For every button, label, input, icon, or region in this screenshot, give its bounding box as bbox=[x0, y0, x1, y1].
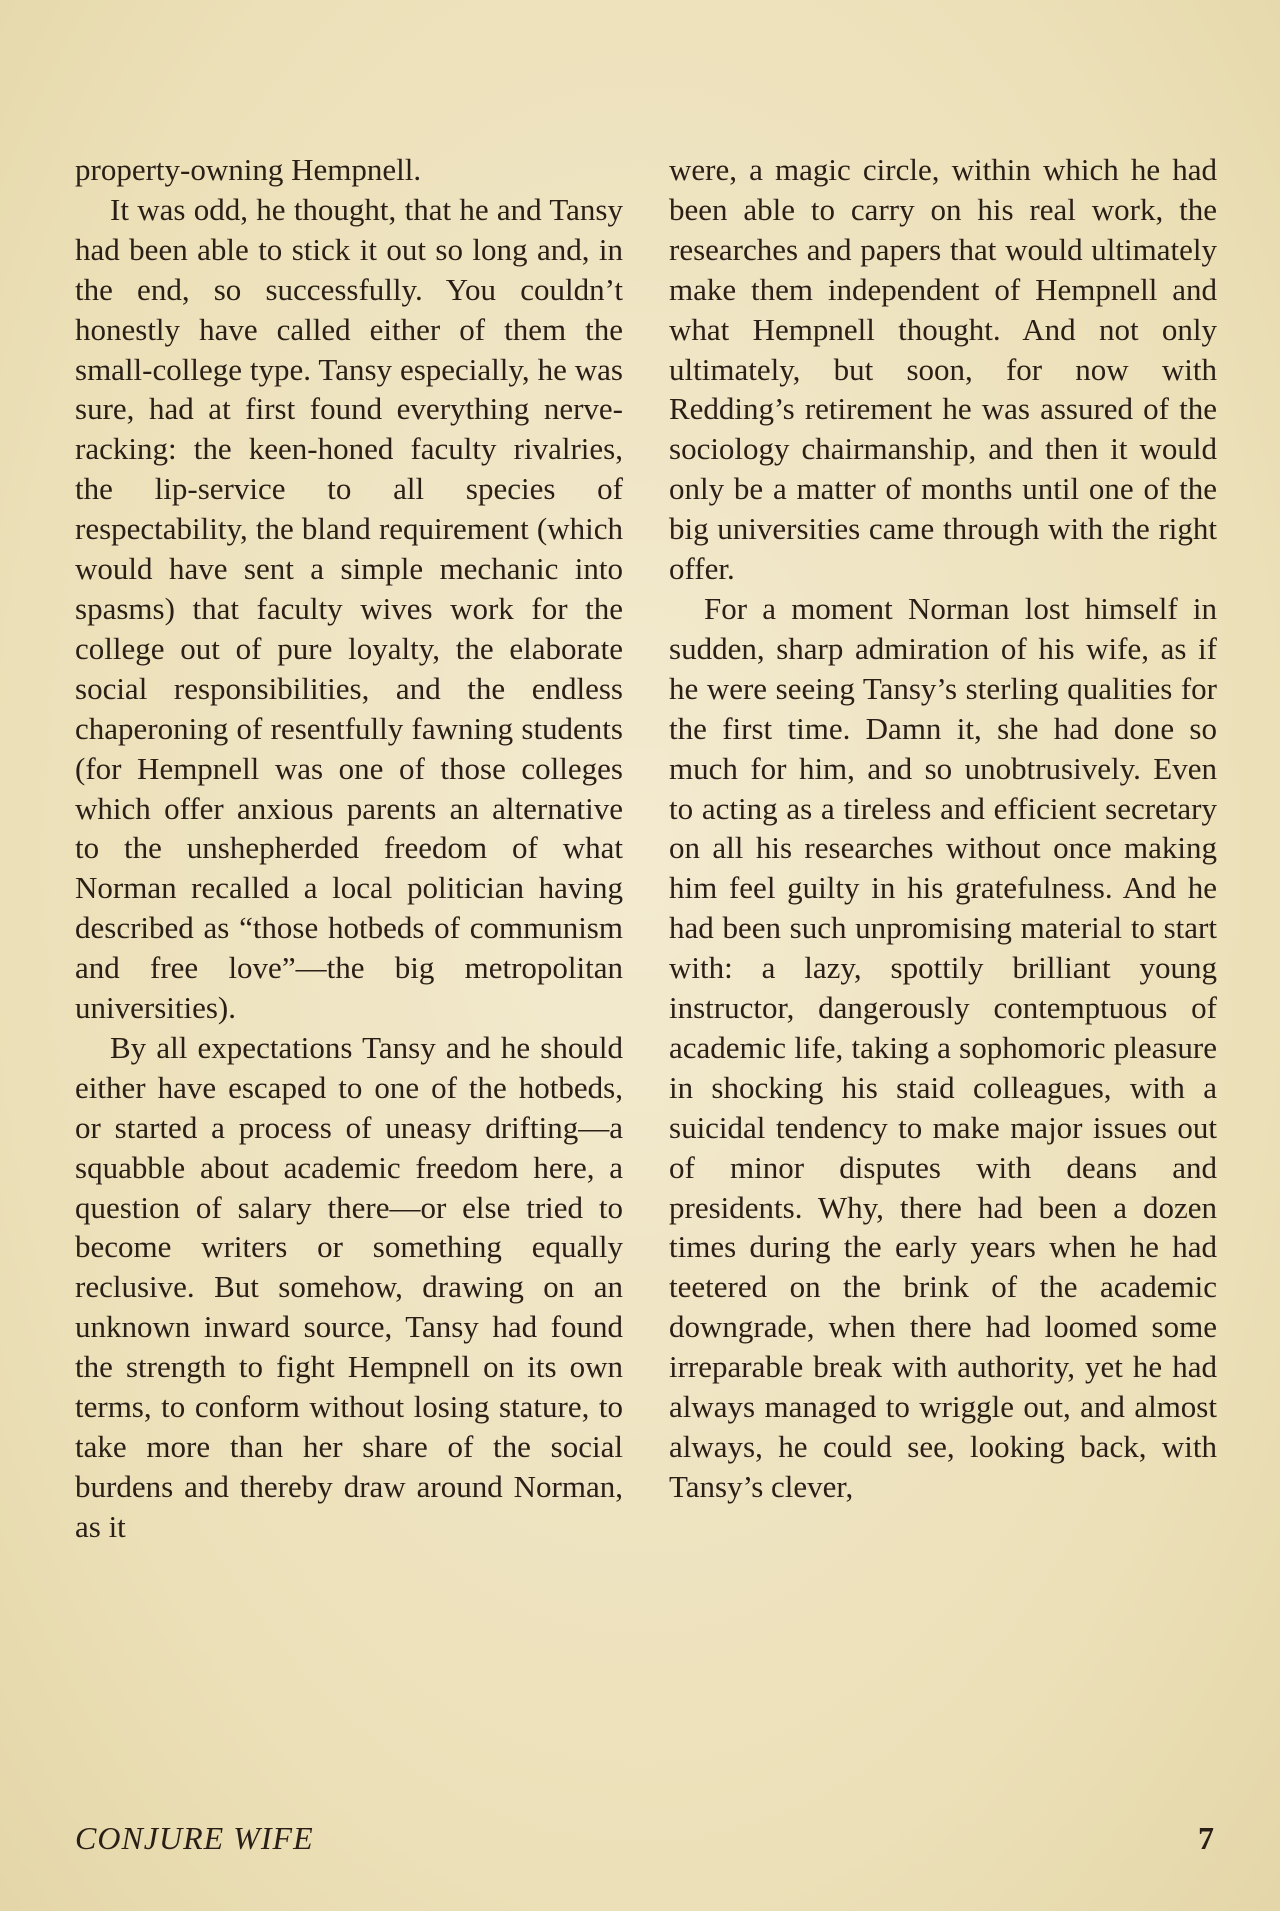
paragraph: were, a magic circle, within which he had been able to carry on his real work, the researches and papers that would ultimately make them independent of Hempnell and what Hempnell thought. And not only ultimately, but soon, for now with Redding’s retirement he was assured of the sociology chairmanship, and then it would only be a matter of months until one of the big universities came through with the right offer. bbox=[669, 152, 1217, 587]
paragraph: It was odd, he thought, that he and Tansy had been able to stick it out so long and, in the end, so successfully. You couldn’t honestly have called either of them the small-college type. Tansy especially, he was sure, had at first found everything nerve-racking: the keen-honed faculty rivalries, the lip-service to all species of respectability, the bland requirement (which would have sent a simple mechanic into spasms) that faculty wives work for the college out of pure loyalty, the elaborate social responsibilities, and the endless chaperoning of resentfully fawning students (for Hempnell was one of those colleges which offer anxious parents an alternative to the unshepherded freedom of what Norman recalled a local politician having described as “those hotbeds of communism and free love”—the big metropolitan universities). bbox=[75, 191, 623, 1026]
page-number: 7 bbox=[1198, 1820, 1214, 1856]
paragraph: For a moment Norman lost himself in sudden, sharp admiration of his wife, as if he were seeing Tansy’s sterling qualities for the first time. Damn it, she had done so much for him, and so unobtrusively. Even to acting as a tireless and efficient secretary on all his researches without once making him feel guilty in his gratefulness. And he had been such unpromising material to start with: a lazy, spottily brilliant young instructor, dangerously contemptuous of academic life, taking a sophomoric pleasure in shocking his staid colleagues, with a suicidal tendency to make major issues out of minor disputes with deans and presidents. Why, there had been a dozen times during the early years when he had teetered on the brink of the academic downgrade, when there had loomed some irreparable break with authority, yet he had always managed to wriggle out, and almost always, he could see, looking back, with Tansy’s clever, bbox=[669, 590, 1217, 1504]
paragraph: property-owning Hempnell. bbox=[75, 152, 422, 187]
left-column bbox=[75, 150, 623, 1547]
right-column bbox=[669, 150, 1217, 1507]
running-footer-title: CONJURE WIFE bbox=[75, 1820, 314, 1856]
paragraph: By all expectations Tansy and he should either have escaped to one of the hotbeds, or started a process of uneasy drifting—a squabble about academic freedom here, a question of salary there—or else tried to become writers or something equally reclusive. But somehow, drawing on an unknown inward source, Tansy had found the strength to fight Hempnell on its own terms, to conform without losing stature, to take more than her share of the social burdens and thereby draw around Norman, as it bbox=[75, 1029, 623, 1544]
